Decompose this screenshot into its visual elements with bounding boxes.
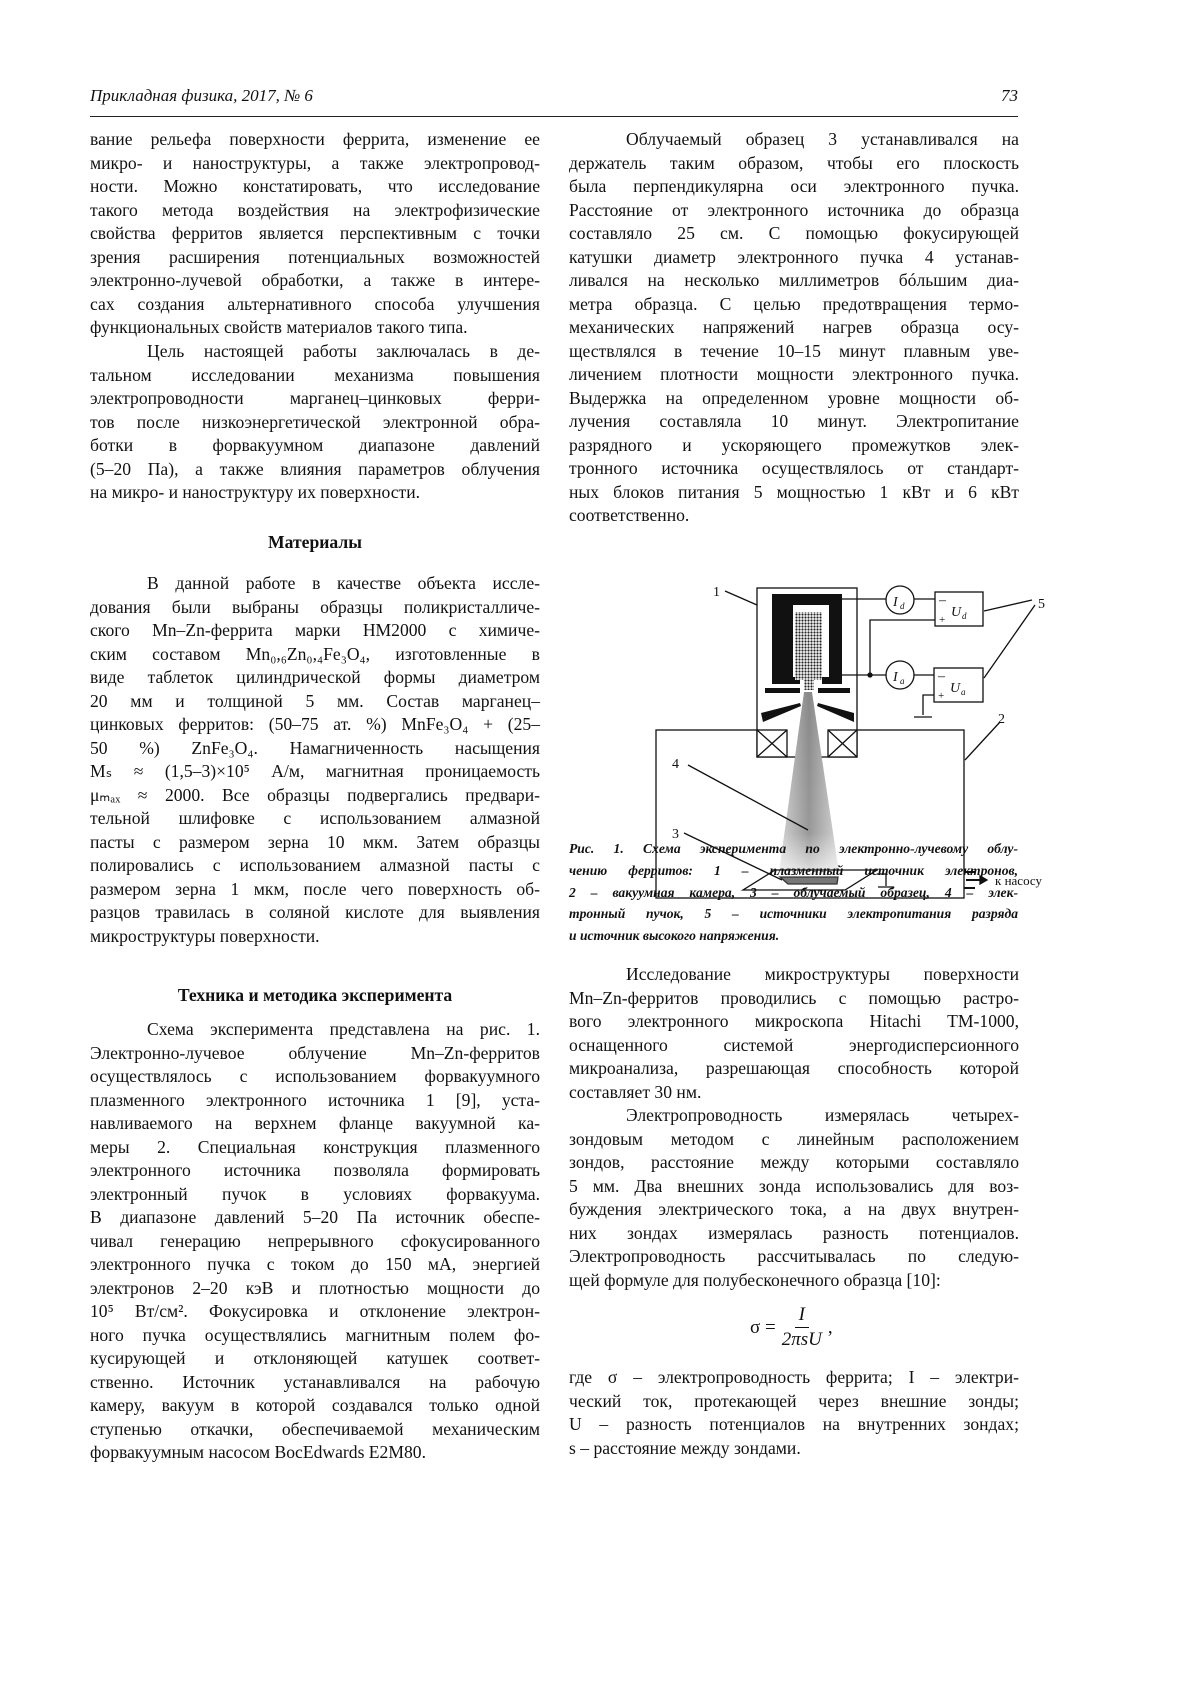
- paragraph: [569, 963, 1019, 1104]
- text-line: μₘₐₓ ≈ 2000. Все образцы подвергались предвари-: [90, 784, 540, 805]
- text-line: электронного пучка с током до 150 мА, энергией: [90, 1254, 540, 1274]
- text-line: составляет 30 нм.: [569, 1081, 702, 1102]
- text-line: ществлялся в течение 10–15 минут плавным уве-: [569, 340, 1019, 361]
- text-line: 50 %) ZnFe₃O₄. Намагниченность насыщения: [90, 737, 540, 758]
- label-id-sub: d: [900, 601, 905, 611]
- plus-sign: +: [939, 614, 946, 626]
- text-line: кусирующей и отклоняющей катушек соответ-: [90, 1348, 540, 1368]
- label-1: 1: [713, 585, 720, 600]
- text-line: ных блоков питания 5 мощностью 1 кВт и 6 кВт: [569, 481, 1019, 502]
- text-line: Выдержка на определенном уровне мощности об-: [569, 387, 1019, 408]
- text-line: зондов, расстояние между которыми составляло: [569, 1152, 1019, 1172]
- text-line: катушки диаметр электронного пучка 4 устанав-: [569, 246, 1019, 267]
- formula-conductivity: [750, 1303, 833, 1352]
- paragraph: [90, 340, 540, 505]
- text-line: и источник высокого напряжения.: [569, 928, 780, 944]
- text-line: составляло 25 см. С помощью фокусирующей: [569, 223, 1019, 243]
- text-line: Электропроводность рассчитывалась по следую-: [569, 1246, 1019, 1266]
- text-line: Расстояние от электронного источника до образца: [569, 199, 1019, 220]
- text-line: форвакуумным насосом BocEdwards E2M80.: [90, 1442, 426, 1462]
- text-line: зондовым методом с линейным расположением: [569, 1128, 1019, 1149]
- paragraph: [569, 1104, 1019, 1292]
- text-line: чению ферритов: 1 – плазменный источник электронов,: [569, 862, 1018, 878]
- text-line: такого метода воздействия на электрофизические: [90, 199, 540, 220]
- plus-sign: +: [938, 690, 945, 702]
- text-line: пасты с размером зерна 10 мкм. Затем образцы: [90, 831, 540, 852]
- text-line: Электропроводность измерялась четырех-: [626, 1105, 1019, 1125]
- text-line: тронного источника осуществлялось от стандарт-: [569, 458, 1019, 478]
- text-line: дования были выбраны образцы поликристалличе-: [90, 596, 540, 617]
- text-line: ливался на несколько миллиметров бóльшим диа-: [569, 270, 1019, 290]
- label-ua-sub: a: [961, 687, 966, 697]
- text-line: размером зерна 1 мкм, после чего поверхность об-: [90, 878, 540, 899]
- text-line: функциональных свойств материалов такого типа.: [90, 317, 468, 337]
- text-line: 10⁵ Вт/см². Фокусировка и отклонение электрон-: [90, 1301, 540, 1321]
- text-line: s – расстояние между зондами.: [569, 1437, 801, 1458]
- text-line: В диапазоне давлений 5–20 Па источник обеспе-: [90, 1207, 540, 1227]
- text-line: Исследование микроструктуры поверхности: [626, 964, 1019, 984]
- formula-numerator: I: [795, 1303, 809, 1328]
- text-line: ботки в форвакуумном диапазоне давлений: [90, 435, 540, 455]
- text-line: личением плотности мощности электронного пучка.: [569, 364, 1019, 384]
- formula-tail: ,: [827, 1316, 833, 1338]
- text-line: вание рельефа поверхности феррита, изменение ее: [90, 129, 540, 149]
- minus-sign: –: [939, 593, 946, 608]
- text-line: тальном исследовании механизма повышения: [90, 364, 540, 385]
- text-line: ности. Можно констатировать, что исследование: [90, 176, 540, 196]
- label-ud: U: [951, 605, 962, 620]
- text-line: буждения электрического тока, а на двух внутрен-: [569, 1199, 1019, 1219]
- label-pump: к насосу: [995, 873, 1042, 888]
- formula-denominator: 2πsU: [781, 1329, 822, 1350]
- text-line: меры 2. Специальная конструкция плазменного: [90, 1136, 540, 1157]
- label-3: 3: [672, 827, 679, 842]
- text-line: осуществлялось с использованием форвакуумного: [90, 1066, 540, 1086]
- text-line: ским составом Mn₀,₆Zn₀,₄Fe₃O₄, изготовленные в: [90, 643, 540, 664]
- text-line: камеру, вакуум в которой создавался только одной: [90, 1395, 540, 1415]
- paragraph: [569, 1366, 1019, 1460]
- text-line: Цель настоящей работы заключалась в де-: [147, 341, 540, 361]
- text-line: соответственно.: [569, 505, 690, 525]
- page-number: 73: [1001, 86, 1018, 105]
- text-line: вого электронного микроскопа Hitachi TM-1000,: [569, 1011, 1019, 1031]
- label-id: I: [893, 595, 898, 610]
- label-2: 2: [998, 712, 1005, 727]
- text-line: микро- и наноструктуры, а также электропровод-: [90, 152, 540, 173]
- text-line: на микро- и наноструктуру их поверхности.: [90, 482, 421, 502]
- text-line: была перпендикулярна оси электронного пучка.: [569, 176, 1019, 196]
- text-line: микроанализа, разрешающая способность которой: [569, 1058, 1019, 1078]
- paragraph: [90, 572, 540, 948]
- text-line: зрения расширения потенциальных возможностей: [90, 246, 540, 267]
- text-line: Облучаемый образец 3 устанавливался на: [626, 129, 1019, 149]
- section-heading-method: Техника и методика эксперимента: [177, 985, 453, 1005]
- formula-lhs: σ =: [750, 1316, 776, 1338]
- text-line: лучения составляла 10 минут. Электропитание: [569, 411, 1019, 431]
- text-line: микроструктуры поверхности.: [90, 925, 320, 946]
- text-line: ного пучка осуществлялись магнитным полем фо-: [90, 1324, 540, 1345]
- text-line: ступенью откачки, обеспечиваемой механическим: [90, 1418, 540, 1439]
- text-line: тов после низкоэнергетической электронной обра-: [90, 411, 540, 432]
- label-ia: I: [893, 670, 898, 685]
- label-ua: U: [950, 681, 961, 696]
- label-ia-sub: a: [900, 676, 905, 686]
- text-line: электронный пучок в условиях форвакуума.: [90, 1183, 540, 1204]
- text-line: тельной шлифовке с использованием алмазной: [90, 808, 540, 828]
- text-line: Схема эксперимента представлена на рис. 1.: [147, 1019, 540, 1039]
- text-line: чивал генерацию непрерывного сфокусированного: [90, 1230, 540, 1251]
- text-line: (5–20 Па), а также влияния параметров облучения: [90, 458, 540, 479]
- text-line: метра образца. С целью предотвращения термо-: [569, 293, 1019, 314]
- paragraph: [569, 128, 1019, 528]
- text-line: Электронно-лучевое облучение Mn–Zn-ферритов: [90, 1042, 540, 1063]
- plasma: [795, 612, 822, 680]
- text-line: виде таблеток цилиндрической формы диаметром: [90, 667, 540, 687]
- text-line: электронного источника позволяла формировать: [90, 1160, 540, 1180]
- section-heading-materials: Материалы: [268, 532, 362, 552]
- text-line: держатель таким образом, чтобы его плоскость: [569, 152, 1019, 173]
- text-line: электронов 2–20 кэВ и плотностью мощности до: [90, 1277, 540, 1298]
- formula-fraction: [782, 1303, 822, 1352]
- text-line: них зондах измерялась разность потенциалов.: [569, 1222, 1019, 1243]
- text-line: ческий ток, протекающей через внешние зонды;: [569, 1390, 1019, 1411]
- header-rule: [90, 116, 1018, 117]
- text-line: свойства ферритов является перспективным с точки: [90, 223, 540, 243]
- text-line: щей формуле для полубесконечного образца [10]:: [569, 1269, 941, 1290]
- text-line: U – разность потенциалов на внутренних зондах;: [569, 1414, 1019, 1434]
- text-line: В данной работе в качестве объекта иссле-: [147, 573, 540, 593]
- label-4: 4: [672, 757, 679, 772]
- text-line: электропроводности марганец–цинковых ферри-: [90, 388, 540, 408]
- text-line: оснащенного системой энергодисперсионного: [569, 1034, 1019, 1055]
- text-line: Mn–Zn-ферритов проводились с помощью растро-: [569, 987, 1019, 1008]
- journal-title: Прикладная физика, 2017, № 6: [90, 86, 313, 105]
- text-line: 20 мм и толщиной 5 мм. Состав марганец–: [90, 690, 540, 711]
- label-ud-sub: d: [962, 611, 967, 621]
- text-line: ского Mn–Zn-феррита марки НМ2000 с химиче-: [90, 620, 540, 640]
- text-line: цинковых ферритов: (50–75 ат. %) MnFe₃O₄ + (25–: [90, 714, 540, 734]
- text-line: ственно. Источник устанавливался на рабочую: [90, 1371, 540, 1392]
- text-line: полировались с использованием алмазной пасты с: [90, 855, 540, 875]
- text-line: электронно-лучевой обработки, а также в интере-: [90, 270, 540, 290]
- figure-caption: [569, 838, 1018, 947]
- text-line: Mₛ ≈ (1,5–3)×10⁵ А/м, магнитная проницаемость: [90, 761, 540, 781]
- text-line: Рис. 1. Схема эксперимента по электронно-лучевому облу-: [569, 841, 1018, 856]
- text-line: плазменного электронного источника 1 [9], уста-: [90, 1089, 540, 1110]
- text-line: где σ – электропроводность феррита; I – электри-: [569, 1367, 1019, 1387]
- text-line: разрядного и ускоряющего промежутков элек-: [569, 434, 1019, 455]
- minus-sign: –: [938, 669, 945, 684]
- text-line: сах создания альтернативного способа улучшения: [90, 293, 540, 314]
- text-line: навливаемого на верхнем фланце вакуумной ка-: [90, 1113, 540, 1133]
- text-line: тронный пучок, 5 – источники электропитания разряда: [569, 906, 1018, 922]
- paragraph: [90, 1018, 540, 1465]
- text-line: 2 – вакуумная камера, 3 – облучаемый образец, 4 – элек-: [569, 884, 1018, 900]
- paragraph: [90, 128, 540, 340]
- label-5: 5: [1038, 597, 1045, 612]
- text-line: разцов травилась в соляной кислоте для выявления: [90, 902, 540, 922]
- text-line: 5 мм. Два внешних зонда использовались для воз-: [569, 1175, 1019, 1196]
- text-line: механических напряжений нагрев образца осу-: [569, 317, 1019, 337]
